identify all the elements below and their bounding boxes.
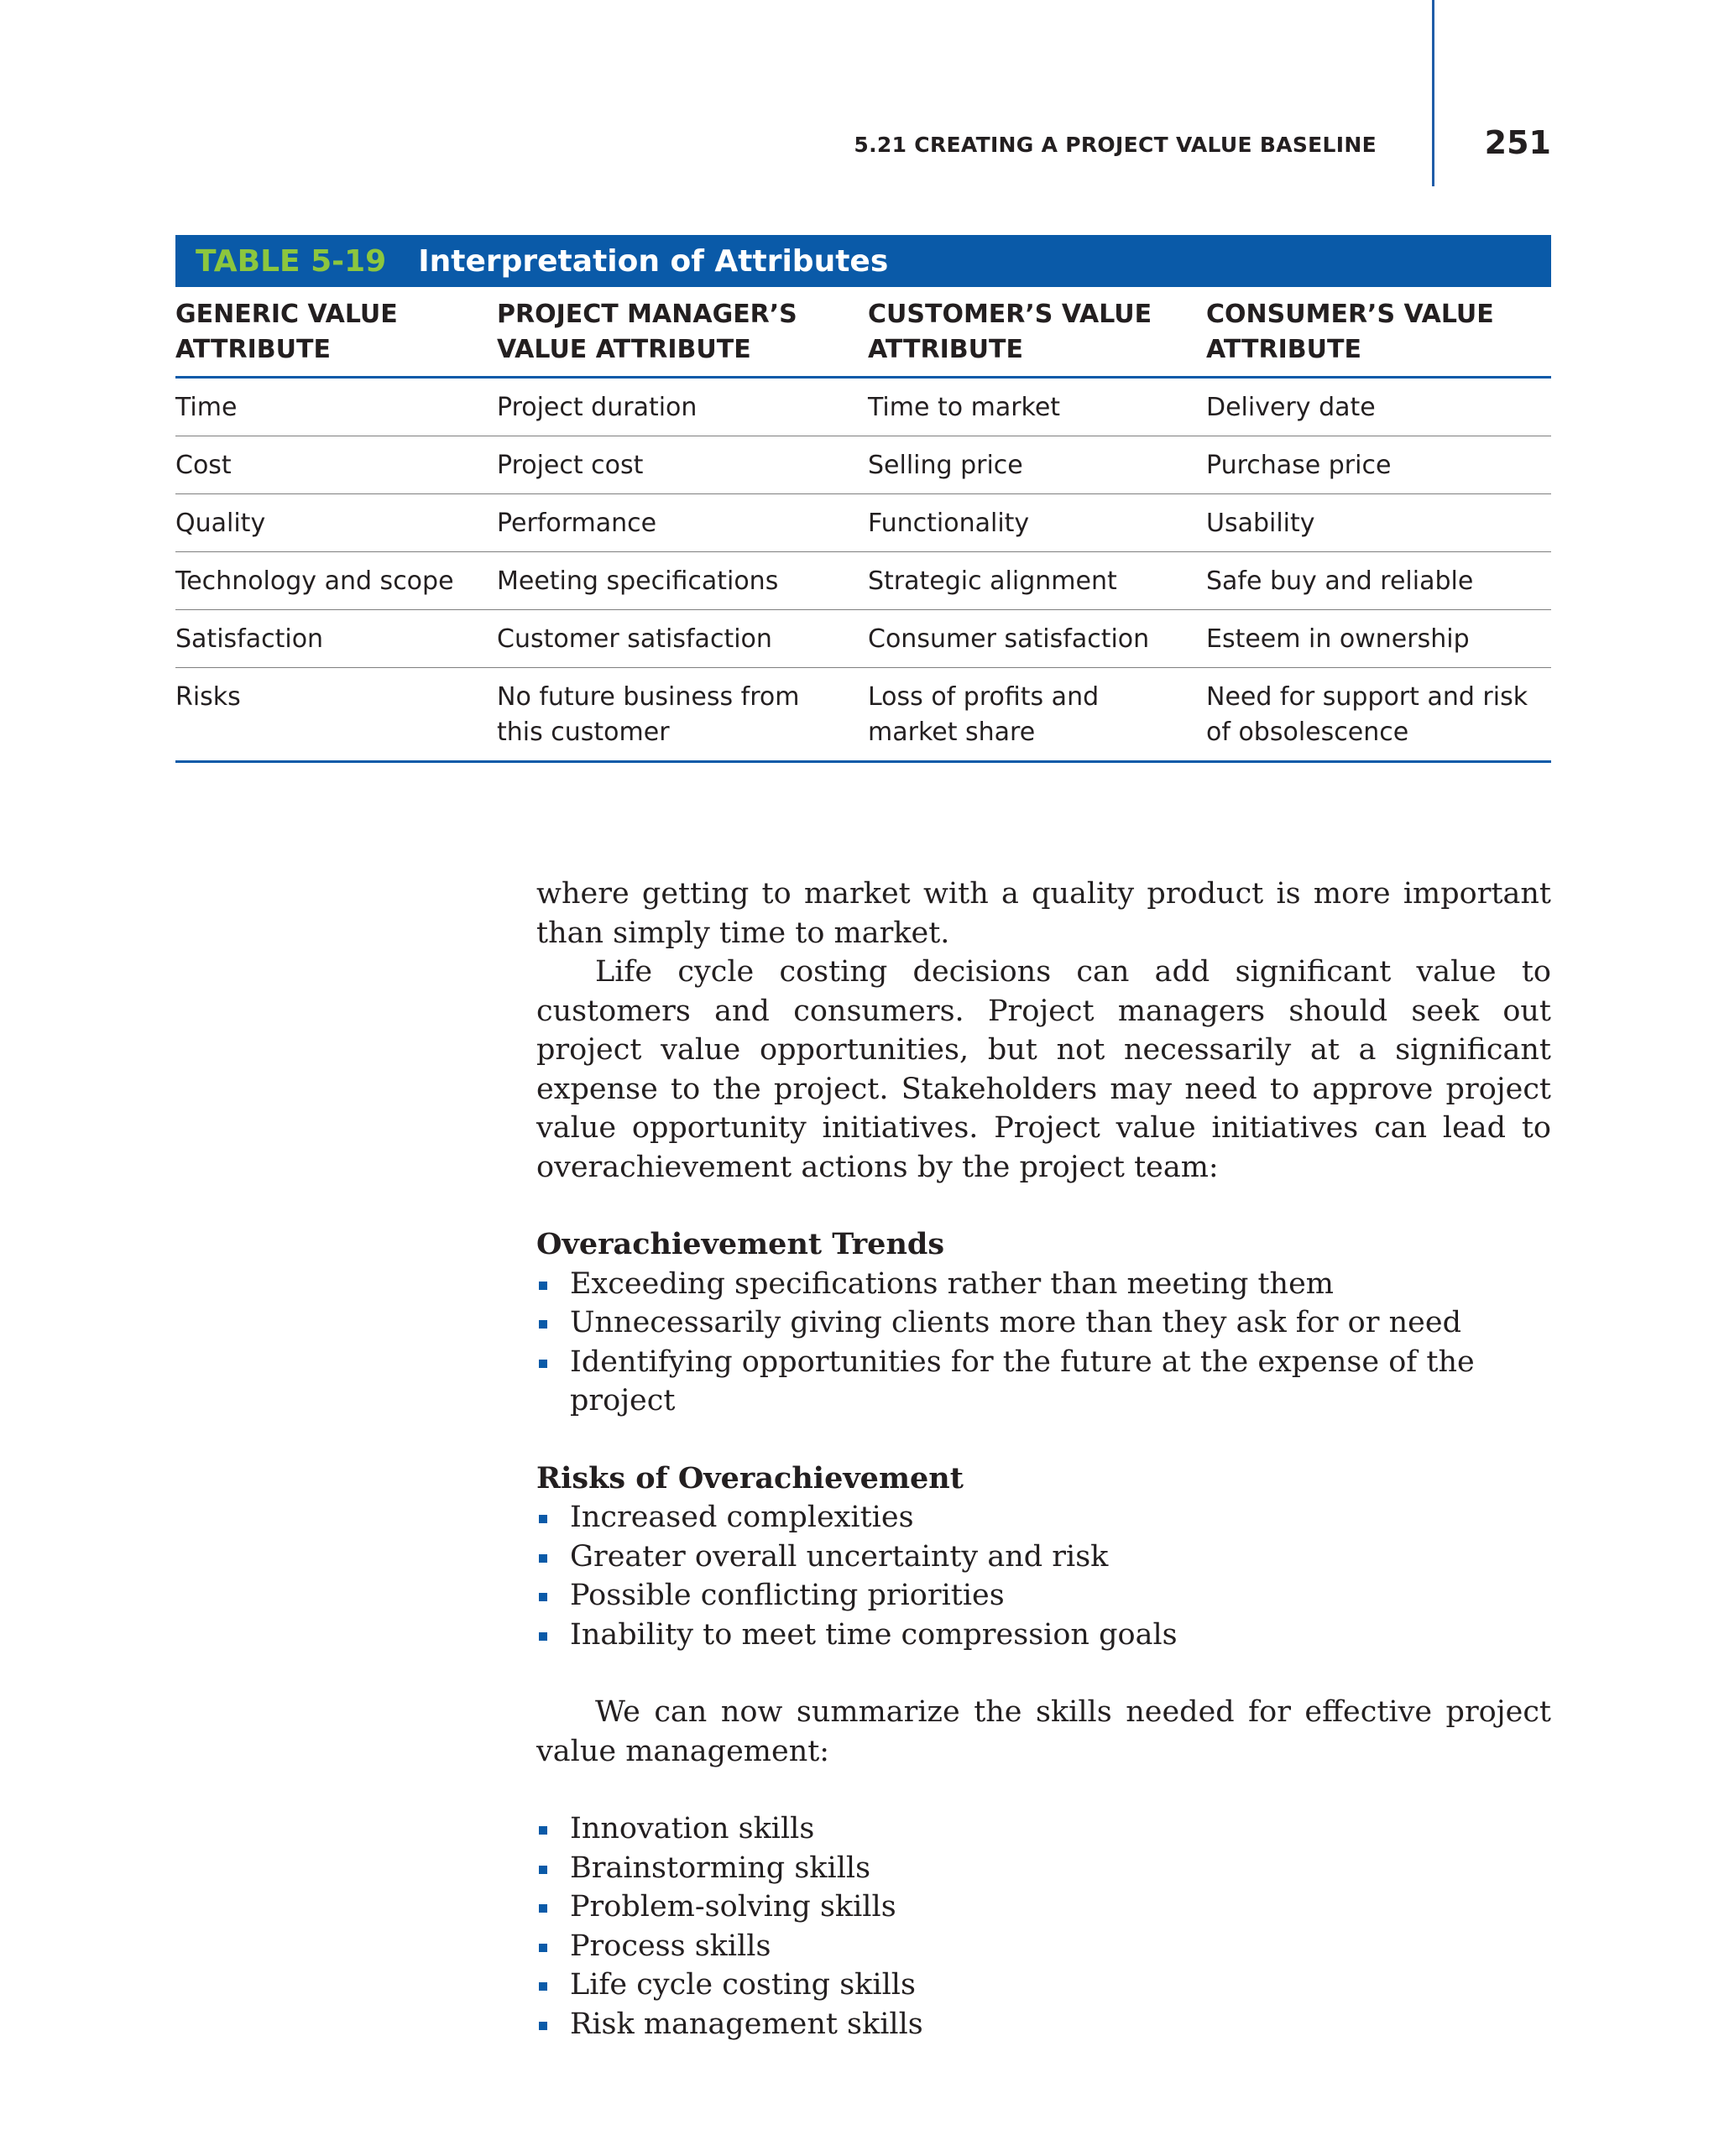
bullet-icon [539,1866,547,1874]
list-item: Process skills [536,1927,1551,1966]
list-item: Risk management skills [536,2005,1551,2044]
table-cell: Consumer satisfaction [868,610,1206,668]
table-cell: No future business from this customer [497,668,868,762]
list-item: Possible conflicting priorities [536,1576,1551,1616]
paragraph-continuation: where getting to market with a quality product is more important than simply time to market. [536,877,1551,950]
table-row [175,552,1551,610]
list-item: Inability to meet time compression goals [536,1616,1551,1655]
list-item: Problem-solving skills [536,1887,1551,1927]
overachievement-trends-list [536,1265,1551,1421]
heading-risks-of-overachievement: Risks of Overachievement [536,1460,964,1496]
attributes-table [175,287,1551,763]
table-row [175,436,1551,494]
list-item: Exceeding specifications rather than meeting them [536,1265,1551,1304]
body-text [536,874,1551,2044]
spacer [536,1771,1551,1809]
table-cell: Project cost [497,436,868,494]
table-cell: Quality [175,494,497,552]
bullet-icon [539,1282,547,1290]
table-cell: Time to market [868,378,1206,436]
table-cell: Project duration [497,378,868,436]
heading-overachievement-trends: Overachievement Trends [536,1227,945,1261]
table-cell: Safe buy and reliable [1206,552,1551,610]
table-cell: Usability [1206,494,1551,552]
paragraph-life-cycle-costing: Life cycle costing decisions can add significant value to customers and consumers. Project managers should seek out project value opportunities, but not necessarily at a significant expense to the project. Stakeholders may need to approve project value opportunity initiatives. Project value initiatives can lead to overachievement actions by the project team: [536,955,1551,1184]
header-divider [1432,0,1434,186]
list-item: Life cycle costing skills [536,1965,1551,2005]
bullet-icon [539,2022,547,2030]
list-item: Innovation skills [536,1809,1551,1849]
bullet-icon [539,1593,547,1601]
table-cell: Performance [497,494,868,552]
spacer [536,1654,1551,1693]
bullet-icon [539,1982,547,1991]
bullet-icon [539,1554,547,1563]
bullet-icon [539,1904,547,1913]
table-row [175,668,1551,762]
risks-of-overachievement-list [536,1498,1551,1654]
table-cell: Selling price [868,436,1206,494]
column-header-consumer: CONSUMER’S VALUE ATTRIBUTE [1206,287,1551,378]
table-row [175,378,1551,436]
table-cell: Esteem in ownership [1206,610,1551,668]
bullet-icon [539,1826,547,1835]
running-head: 5.21 CREATING A PROJECT VALUE BASELINE [854,133,1377,157]
table-cell: Satisfaction [175,610,497,668]
spacer [536,1421,1551,1459]
list-item: Increased complexities [536,1498,1551,1537]
table-number: TABLE 5-19 [196,243,387,279]
list-item: Greater overall uncertainty and risk [536,1537,1551,1577]
list-item: Identifying opportunities for the future at the expense of the project [536,1343,1551,1421]
attributes-table-block [175,235,1551,763]
table-cell: Technology and scope [175,552,497,610]
table-cell: Need for support and risk of obsolescence [1206,668,1551,762]
column-header-generic: GENERIC VALUE ATTRIBUTE [175,287,497,378]
table-cell: Purchase price [1206,436,1551,494]
table-cell: Strategic alignment [868,552,1206,610]
list-item: Brainstorming skills [536,1849,1551,1888]
column-header-project-manager: PROJECT MANAGER’S VALUE ATTRIBUTE [497,287,868,378]
table-row [175,494,1551,552]
table-row [175,610,1551,668]
table-cell: Cost [175,436,497,494]
table-header-row [175,287,1551,378]
table-cell: Risks [175,668,497,762]
bullet-icon [539,1632,547,1641]
table-cell: Delivery date [1206,378,1551,436]
column-header-customer: CUSTOMER’S VALUE ATTRIBUTE [868,287,1206,378]
table-title: Interpretation of Attributes [418,243,889,279]
bullet-icon [539,1944,547,1952]
table-cell: Meeting specifications [497,552,868,610]
spacer [536,1187,1551,1225]
table-cell: Customer satisfaction [497,610,868,668]
list-item: Unnecessarily giving clients more than they ask for or need [536,1303,1551,1343]
table-cell: Functionality [868,494,1206,552]
skills-list [536,1809,1551,2044]
page-number: 251 [1484,124,1551,161]
table-cell: Time [175,378,497,436]
bullet-icon [539,1320,547,1329]
paragraph-skills-summary: We can now summarize the skills needed for effective project value management: [536,1695,1551,1768]
table-cell: Loss of profits and market share [868,668,1206,762]
bullet-icon [539,1360,547,1368]
table-caption [175,235,1551,287]
bullet-icon [539,1515,547,1523]
